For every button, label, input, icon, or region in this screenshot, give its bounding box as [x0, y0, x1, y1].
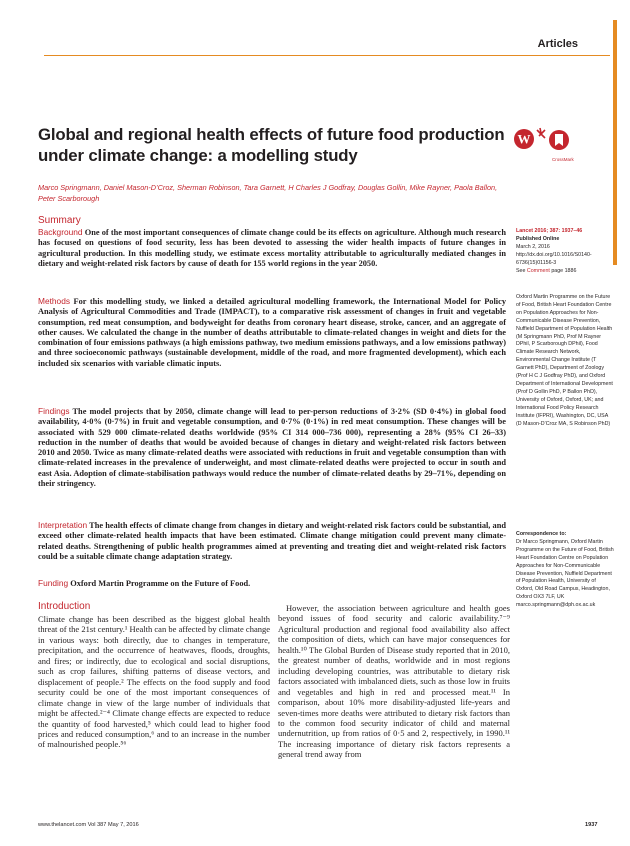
footer-journal-info: www.thelancet.com Vol 387 May 7, 2016 — [38, 822, 139, 828]
author-list: Marco Springmann, Daniel Mason-D’Croz, Sherman Robinson, Tara Garnett, H Charles J Godfray, Douglas Gollin, Mike Rayner, Paola Ballon, Peter Scarborough — [38, 183, 498, 203]
published-online-label: Published Online — [516, 235, 560, 242]
interpretation-label: Interpretation — [38, 520, 88, 530]
crossmark-cursor-icon — [537, 128, 545, 138]
introduction-heading: Introduction — [38, 601, 91, 612]
comment-prefix: See — [516, 267, 527, 274]
comment-suffix: page 1886 — [549, 267, 577, 274]
findings-text: The model projects that by 2050, climate change will lead to per-person reductions of 3·2% (SD 0·4%) in global food availability, 4·0% (0·7%) in fruit and vegetable consumption, and 0·7% (0·1%) in red meat consumption. These changes will be associated with 529 000 climate-related deaths worldwide (95% CI 314 000–736 000), representing a 28% (95% CI 26–33) reduction in the number of deaths that would be avoided because of changes in dietary and weight-related risk factors between 2010 and 2050. Twice as many climate-related deaths were associated with reductions in fruit and vegetable consumption than with climate-related increases in the prevalence of underweight, and most climate-related deaths were projected to occur in south and east Asia. Adoption of climate-stabilisation pathways would reduce the number of climate-related deaths by 29–71%, depending on their stringency. — [38, 407, 506, 489]
introduction-column-1: Climate change has been described as the biggest global health threat of the 21st century.¹ Health can be affected by climate change in various ways: both directly, due to changes in temperature, precipitation, and the occurrence of heatwaves, floods, droughts, and fires; or indirectly, due to ecological and social disruptions, such as crop failures, shifting patterns of disease vectors, and displacement of people.² The effects on the food supply and food security could be one of the most important consequences of climate change in view of the large number of individuals that might be affected.²⁻⁴ Climate change effects are expected to reduce the quantity of food harvested,⁵ which could lead to higher food prices and reduced consumption,⁶ and to an increase in the number of malnourished people.⁵⁶ — [38, 614, 270, 750]
introduction-column-2: However, the association between agriculture and health goes beyond issues of food security and caloric availability.⁷⁻⁹ Agricultural production and regional food availability also affect the composition of diets, which can have major consequences for health.¹⁰ The Global Burden of Disease study reported that in 2010, the greatest number of deaths, worldwide and in most regions including developing countries, was attributable to dietary risk factors associated with imbalanced diets, such as those low in fruits and vegetables and high in red and processed meat.¹¹ In comparison, about 10% more disability-adjusted life-years and seven-times more deaths were attributed to dietary risk factors than to the common food security indicator of child and maternal undernutrition, up from ratios of 0·5 and 2, respectively, in 1990.¹¹ The increasing importance of dietary risk factors represents a general trend away from — [278, 603, 510, 760]
background-paragraph — [38, 227, 506, 269]
methods-text: For this modelling study, we linked a detailed agricultural modelling framework, the International Model for Policy Analysis of Agricultural Commodities and Trade (IMPACT), to a comparative risk assessment of changes in fruit and vegetable consumption, red meat consumption, and bodyweight for deaths from coronary heart disease, stroke, cancer, and an aggregate of other causes. We calculated the change in the number of deaths attributable to climate-related changes in weight and diets for the combination of four emissions pathways (a high emissions pathway, two medium emissions pathways, and a low emissions pathway) and three socioeconomic pathways (sustainable development, middle of the road, and more fragmented development), which each included six scenarios with variable climatic inputs. — [38, 297, 506, 368]
correspondence-email[interactable]: marco.springmann@dph.ox.ac.uk — [516, 602, 596, 609]
findings-paragraph — [38, 406, 506, 489]
svg-text:W: W — [517, 131, 531, 147]
correspondence-address: Dr Marco Springmann, Oxford Martin Programme on the Future of Food, British Heart Foundation Centre on Population Approaches for Non-Communicable Disease Prevention, Nuffield Department of Population Health, University of Oxford, Old Road Campus, Headington, Oxford OX3 7LF, UK — [516, 538, 614, 601]
correspondence-label: Correspondence to: — [516, 531, 567, 537]
section-label: Articles — [537, 38, 578, 50]
footer-page-number: 1937 — [585, 822, 598, 828]
funding-label: Funding — [38, 578, 69, 588]
methods-label: Methods — [38, 296, 71, 306]
article-title: Global and regional health effects of future food production under climate change: a modelling study — [38, 125, 505, 165]
background-text: One of the most important consequences of climate change could be its effects on agriculture. Although much research has focused on questions of food security, less has been devoted to assessing the wider health impacts of future changes in agricultural production. In this modelling study, we estimate excess mortality attributable to agriculturally mediated changes in dietary and weight-related risk factors by cause of death for 155 world regions in the year 2050. — [38, 228, 506, 268]
background-label: Background — [38, 227, 83, 237]
correspondence — [516, 531, 614, 610]
methods-paragraph — [38, 296, 506, 369]
summary-heading: Summary — [38, 215, 81, 226]
funding-paragraph — [38, 578, 506, 589]
funding-text: Oxford Martin Programme on the Future of Food. — [68, 579, 251, 588]
publication-info — [516, 228, 614, 275]
affiliations: Oxford Martin Programme on the Future of Food, British Heart Foundation Centre on Population Approaches for Non-Communicable Disease Prevention, Nuffield Department of Population Health (M Springmann PhD, Prof M Rayner DPhil, P Scarborough DPhil), Food Climate Research Network, Environmental Change Institute (T Garnett PhD), Department of Zoology (Prof H C J Godfray PhD), and Oxford Department of International Development (Prof D Gollin PhD, P Ballon PhD), University of Oxford, Oxford, UK; and International Food Policy Research Institute (IFPRI), Washington, DC, USA (D Mason-D’Croz MA, S Robinson PhD) — [516, 294, 613, 427]
published-date: March 2, 2016 — [516, 243, 550, 250]
crossmark-caption: CrossMark — [552, 157, 574, 162]
header-rule — [44, 55, 610, 56]
comment-link[interactable]: Comment — [526, 267, 550, 274]
citation: Lancet 2016; 387: 1937–46 — [516, 228, 583, 234]
interpretation-paragraph — [38, 520, 506, 562]
doi-link[interactable]: http://dx.doi.org/10.1016/S0140-6736(15)01156-3 — [516, 251, 592, 266]
interpretation-text: The health effects of climate change from changes in dietary and weight-related risk factors could be substantial, and exceed other climate-related health impacts that have been estimated. Climate change mitigation could prevent many climate-related deaths. Strengthening of public health programmes aimed at preventing and treating diet and weight-related risk factors could be a suitable climate change adaptation strategy. — [38, 521, 506, 561]
findings-label: Findings — [38, 406, 70, 416]
crossmark-logo[interactable] — [513, 124, 573, 156]
